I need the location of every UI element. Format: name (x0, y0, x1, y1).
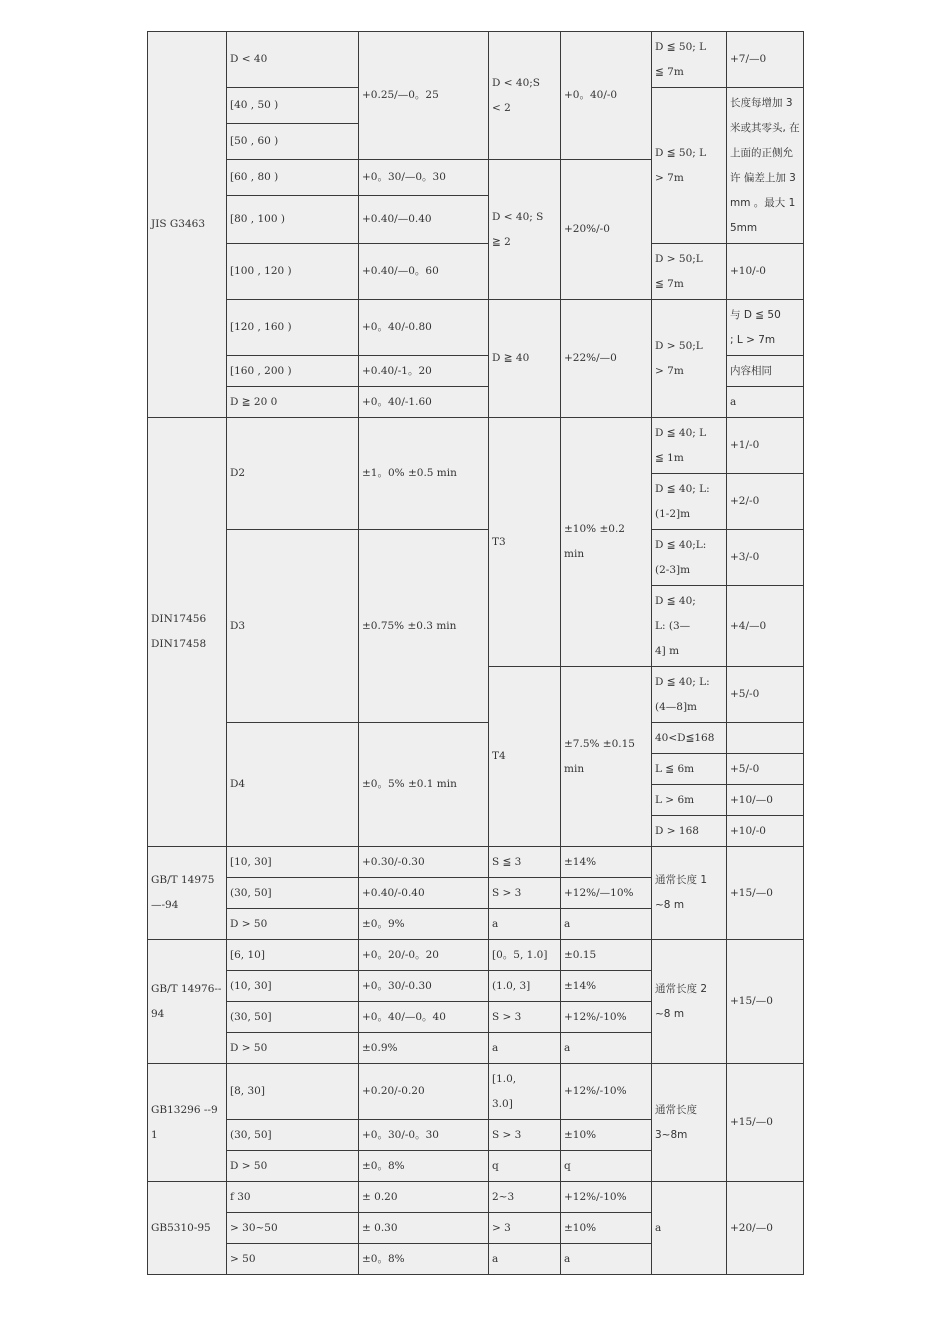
diameter-tolerance: ±0。5% ±0.1 min (359, 723, 489, 847)
standard-gbt-14976: GB/T 14976-- 94 (148, 940, 227, 1064)
table-row (148, 32, 804, 88)
length-tolerance: +2/-0 (727, 474, 804, 530)
diameter-range: D > 50 (227, 909, 359, 940)
thickness-tolerance: +12%/-10% (561, 1064, 652, 1120)
length-tolerance: +7/—0 (727, 32, 804, 88)
diameter-range: [40 , 50 ) (227, 88, 359, 124)
diameter-tolerance: +0.20/-0.20 (359, 1064, 489, 1120)
length-condition: D > 168 (652, 816, 727, 847)
diameter-tolerance: ±0。8% (359, 1244, 489, 1275)
thickness-tolerance: ±10% (561, 1120, 652, 1151)
thickness-range: D < 40; S ≧ 2 (489, 160, 561, 300)
diameter-range: (30, 50] (227, 878, 359, 909)
diameter-range: [80 , 100 ) (227, 196, 359, 244)
thickness-range: 2~3 (489, 1182, 561, 1213)
length-condition: 通常长度 2 ~8 m (652, 940, 727, 1064)
thickness-range: D < 40;S < 2 (489, 32, 561, 160)
diameter-tolerance: +0。40/-0.80 (359, 300, 489, 356)
diameter-tolerance: +0。30/—0。30 (359, 160, 489, 196)
thickness-tolerance: +12%/-10% (561, 1182, 652, 1213)
table-row (148, 418, 804, 474)
length-condition: D ≦ 40; L: (1-2]m (652, 474, 727, 530)
table-row (148, 723, 804, 754)
diameter-range: [60 , 80 ) (227, 160, 359, 196)
diameter-tolerance: +0.40/-0.40 (359, 878, 489, 909)
length-tolerance: +10/-0 (727, 244, 804, 300)
thickness-range: a (489, 1244, 561, 1275)
length-tolerance: 内容相同 (727, 356, 804, 387)
diameter-range: D ≧ 20 0 (227, 387, 359, 418)
diameter-tolerance: ± 0.30 (359, 1213, 489, 1244)
standard-jis-g3463: JIS G3463 (148, 32, 227, 418)
length-tolerance: +10/—0 (727, 785, 804, 816)
length-tolerance: +5/-0 (727, 754, 804, 785)
thickness-range: q (489, 1151, 561, 1182)
length-condition: 通常长度 1 ~8 m (652, 847, 727, 940)
length-tolerance: +15/—0 (727, 847, 804, 940)
thickness-range: S > 3 (489, 1002, 561, 1033)
thickness-tolerance: ±10% (561, 1213, 652, 1244)
thickness-class: T4 (489, 667, 561, 847)
table-row (148, 1182, 804, 1213)
diameter-class: D4 (227, 723, 359, 847)
diameter-range: [6, 10] (227, 940, 359, 971)
table-row (148, 244, 804, 300)
length-condition: L ≦ 6m (652, 754, 727, 785)
length-condition: D ≦ 40; L: (4—8]m (652, 667, 727, 723)
length-tolerance: +20/—0 (727, 1182, 804, 1275)
length-condition: a (652, 1182, 727, 1275)
length-tolerance (727, 723, 804, 754)
diameter-range: f 30 (227, 1182, 359, 1213)
diameter-range: [10, 30] (227, 847, 359, 878)
diameter-tolerance: +0.25/—0。25 (359, 32, 489, 160)
diameter-range: [120 , 160 ) (227, 300, 359, 356)
diameter-tolerance: ±0.75% ±0.3 min (359, 530, 489, 723)
diameter-range: D < 40 (227, 32, 359, 88)
thickness-range: a (489, 1033, 561, 1064)
thickness-tolerance: a (561, 1033, 652, 1064)
diameter-range: D > 50 (227, 1151, 359, 1182)
diameter-tolerance: +0。30/-0。30 (359, 1120, 489, 1151)
diameter-tolerance: +0.30/-0.30 (359, 847, 489, 878)
diameter-range: (10, 30] (227, 971, 359, 1002)
diameter-tolerance: +0.40/—0。60 (359, 244, 489, 300)
diameter-tolerance: ±0。8% (359, 1151, 489, 1182)
thickness-tolerance: +12%/—10% (561, 878, 652, 909)
table-row (148, 300, 804, 356)
diameter-tolerance: ±0.9% (359, 1033, 489, 1064)
diameter-range: [160 , 200 ) (227, 356, 359, 387)
length-tolerance: +4/—0 (727, 586, 804, 667)
diameter-range: (30, 50] (227, 1002, 359, 1033)
length-tolerance: a (727, 387, 804, 418)
diameter-tolerance: +0。30/-0.30 (359, 971, 489, 1002)
thickness-tolerance: a (561, 1244, 652, 1275)
diameter-tolerance: +0.40/—0.40 (359, 196, 489, 244)
thickness-tolerance: ±10% ±0.2 min (561, 418, 652, 667)
diameter-range: > 50 (227, 1244, 359, 1275)
thickness-range: [1.0, 3.0] (489, 1064, 561, 1120)
tolerance-spec-table (147, 31, 804, 1275)
diameter-tolerance: ±0。9% (359, 909, 489, 940)
diameter-class: D3 (227, 530, 359, 723)
table-row (148, 1064, 804, 1120)
diameter-range: > 30~50 (227, 1213, 359, 1244)
thickness-tolerance: q (561, 1151, 652, 1182)
thickness-range: S > 3 (489, 878, 561, 909)
length-condition: D ≦ 40; L: (3— 4] m (652, 586, 727, 667)
diameter-range: (30, 50] (227, 1120, 359, 1151)
standard-din17456-din17458: DIN17456 DIN17458 (148, 418, 227, 847)
length-tolerance: +1/-0 (727, 418, 804, 474)
length-tolerance: +15/—0 (727, 940, 804, 1064)
length-condition: D ≦ 50; L > 7m (652, 88, 727, 244)
length-condition: 通常长度 3~8m (652, 1064, 727, 1182)
diameter-range: D > 50 (227, 1033, 359, 1064)
diameter-tolerance: ± 0.20 (359, 1182, 489, 1213)
thickness-class: T3 (489, 418, 561, 667)
thickness-range: > 3 (489, 1213, 561, 1244)
length-condition: D ≦ 40; L ≦ 1m (652, 418, 727, 474)
thickness-tolerance: ±14% (561, 847, 652, 878)
thickness-tolerance: +22%/—0 (561, 300, 652, 418)
standard-gbt-14975: GB/T 14975 —-94 (148, 847, 227, 940)
diameter-tolerance: +0.40/-1。20 (359, 356, 489, 387)
length-condition: L > 6m (652, 785, 727, 816)
thickness-tolerance: a (561, 909, 652, 940)
thickness-range: S > 3 (489, 1120, 561, 1151)
thickness-range: a (489, 909, 561, 940)
table-row (148, 940, 804, 971)
standard-gb13296: GB13296 --91 (148, 1064, 227, 1182)
thickness-range: D ≧ 40 (489, 300, 561, 418)
diameter-range: [100 , 120 ) (227, 244, 359, 300)
standard-gb5310: GB5310-95 (148, 1182, 227, 1275)
table-row (148, 847, 804, 878)
diameter-tolerance: +0。40/-1.60 (359, 387, 489, 418)
length-tolerance-note: 长度每增加 3 米或其零头, 在上面的正侧允许 偏差上加 3mm 。最大 15mm (727, 88, 804, 244)
thickness-tolerance: +0。40/-0 (561, 32, 652, 160)
length-tolerance: +3/-0 (727, 530, 804, 586)
length-tolerance: +5/-0 (727, 667, 804, 723)
diameter-tolerance: ±1。0% ±0.5 min (359, 418, 489, 530)
diameter-class: D2 (227, 418, 359, 530)
diameter-range: [50 , 60 ) (227, 124, 359, 160)
length-condition: D ≦ 50; L ≦ 7m (652, 32, 727, 88)
thickness-tolerance: +20%/-0 (561, 160, 652, 300)
diameter-range: [8, 30] (227, 1064, 359, 1120)
thickness-range: S ≦ 3 (489, 847, 561, 878)
length-condition: D ≦ 40;L: (2-3]m (652, 530, 727, 586)
length-tolerance: +15/—0 (727, 1064, 804, 1182)
length-condition: 40<D≦168 (652, 723, 727, 754)
thickness-tolerance: ±14% (561, 971, 652, 1002)
thickness-tolerance: ±7.5% ±0.15 min (561, 667, 652, 847)
thickness-tolerance: +12%/-10% (561, 1002, 652, 1033)
diameter-tolerance: +0。40/—0。40 (359, 1002, 489, 1033)
table-row (148, 530, 804, 586)
length-condition: D > 50;L > 7m (652, 300, 727, 418)
thickness-range: [0。5, 1.0] (489, 940, 561, 971)
thickness-tolerance: ±0.15 (561, 940, 652, 971)
length-tolerance: +10/-0 (727, 816, 804, 847)
length-condition: D > 50;L ≦ 7m (652, 244, 727, 300)
length-tolerance: 与 D ≦ 50 ; L > 7m (727, 300, 804, 356)
thickness-range: (1.0, 3] (489, 971, 561, 1002)
diameter-tolerance: +0。20/-0。20 (359, 940, 489, 971)
